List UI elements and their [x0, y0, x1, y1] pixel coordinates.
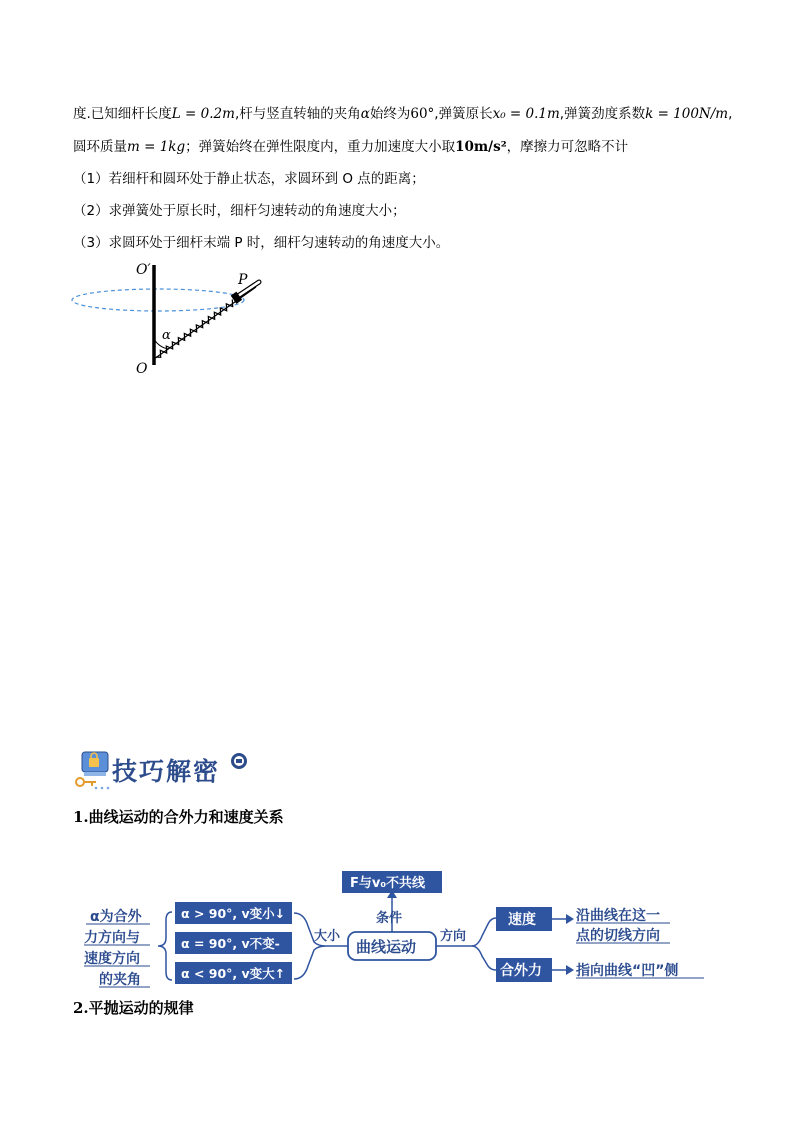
connector-brace	[294, 913, 326, 979]
text-segment: 度.已知细杆长度	[73, 106, 172, 122]
left-label-line: 力方向与	[84, 930, 140, 946]
arrow-velocity-head	[566, 914, 574, 924]
net-force-label: 合外力	[500, 963, 542, 979]
rod-spring-figure	[68, 255, 268, 380]
spring-constant: k = 100N/m	[645, 106, 729, 122]
edge-label-direction: 方向	[440, 929, 467, 944]
label-p: P	[238, 272, 248, 288]
branch-down	[472, 946, 496, 970]
left-label-line: 的夹角	[99, 972, 141, 988]
key-padlock-icon	[72, 748, 114, 792]
velocity-label: 速度	[508, 912, 536, 928]
question-2: （2）求弹簧处于原长时，细杆匀速转动的角速度大小；	[73, 203, 406, 219]
angle-symbol: α	[360, 106, 370, 122]
condition-text: F与v₀不共线	[350, 876, 426, 891]
badge-icon	[230, 752, 248, 770]
problem-line-2	[73, 135, 628, 155]
question-3: （3）求圆环处于细杆末端 P 时，细杆匀速转动的角速度大小。	[73, 235, 450, 251]
text-segment: ,杆与竖直转轴的夹角	[234, 106, 361, 122]
heading-projectile-motion: 2.平抛运动的规律	[73, 999, 194, 1017]
curvilinear-motion-mindmap	[80, 866, 720, 991]
text-segment: ,弹簧劲度系数	[559, 106, 646, 122]
question-1: （1）若细杆和圆环处于静止状态，求圆环到 O 点的距离；	[73, 171, 425, 187]
rod-length: L = 0.2m	[171, 106, 235, 122]
skill-section-title: 技巧解密	[112, 757, 221, 786]
center-node-label: 曲线运动	[356, 938, 417, 956]
velocity-desc-line: 点的切线方向	[576, 928, 660, 944]
left-label-line: 速度方向	[84, 951, 140, 967]
case-text: α < 90°, v变大↑	[181, 966, 286, 981]
rotation-path-ellipse	[72, 289, 244, 311]
label-o-prime: O′	[136, 262, 151, 278]
label-o: O	[136, 361, 148, 377]
left-label-line: α为合外	[90, 909, 142, 925]
case-text: α = 90°, v不变-	[181, 936, 280, 951]
text-segment: ，摩擦力可忽略不计	[506, 139, 629, 155]
text-segment: ；弹簧始终在弹性限度内，重力加速度大小取	[185, 139, 456, 155]
spring-natural-length: x₀ = 0.1m	[492, 106, 560, 122]
edge-label-size: 大小	[314, 929, 341, 944]
problem-line-1	[73, 102, 732, 122]
velocity-desc-line: 沿曲线在这一	[576, 908, 660, 924]
arrow-force-head	[566, 965, 574, 975]
force-desc-line: 指向曲线“凹”侧	[576, 963, 679, 979]
text-segment: 圆环质量	[73, 139, 127, 155]
left-brace	[158, 912, 172, 980]
branch-up	[472, 918, 496, 946]
left-label	[84, 908, 143, 988]
label-alpha: α	[162, 328, 171, 343]
heading-curvilinear-motion: 1.曲线运动的合外力和速度关系	[73, 808, 284, 826]
edge-label-condition: 条件	[376, 911, 403, 926]
case-boxes	[175, 902, 292, 984]
gravity-value: 10m/s²	[455, 139, 507, 155]
text-segment: 始终为	[369, 106, 411, 122]
ring-mass: m = 1kg	[127, 139, 186, 155]
angle-value: 60°	[410, 106, 435, 122]
text-segment: ,弹簧原长	[434, 106, 493, 122]
text-segment: ,	[728, 106, 733, 122]
case-text: α > 90°, v变小↓	[181, 906, 286, 921]
